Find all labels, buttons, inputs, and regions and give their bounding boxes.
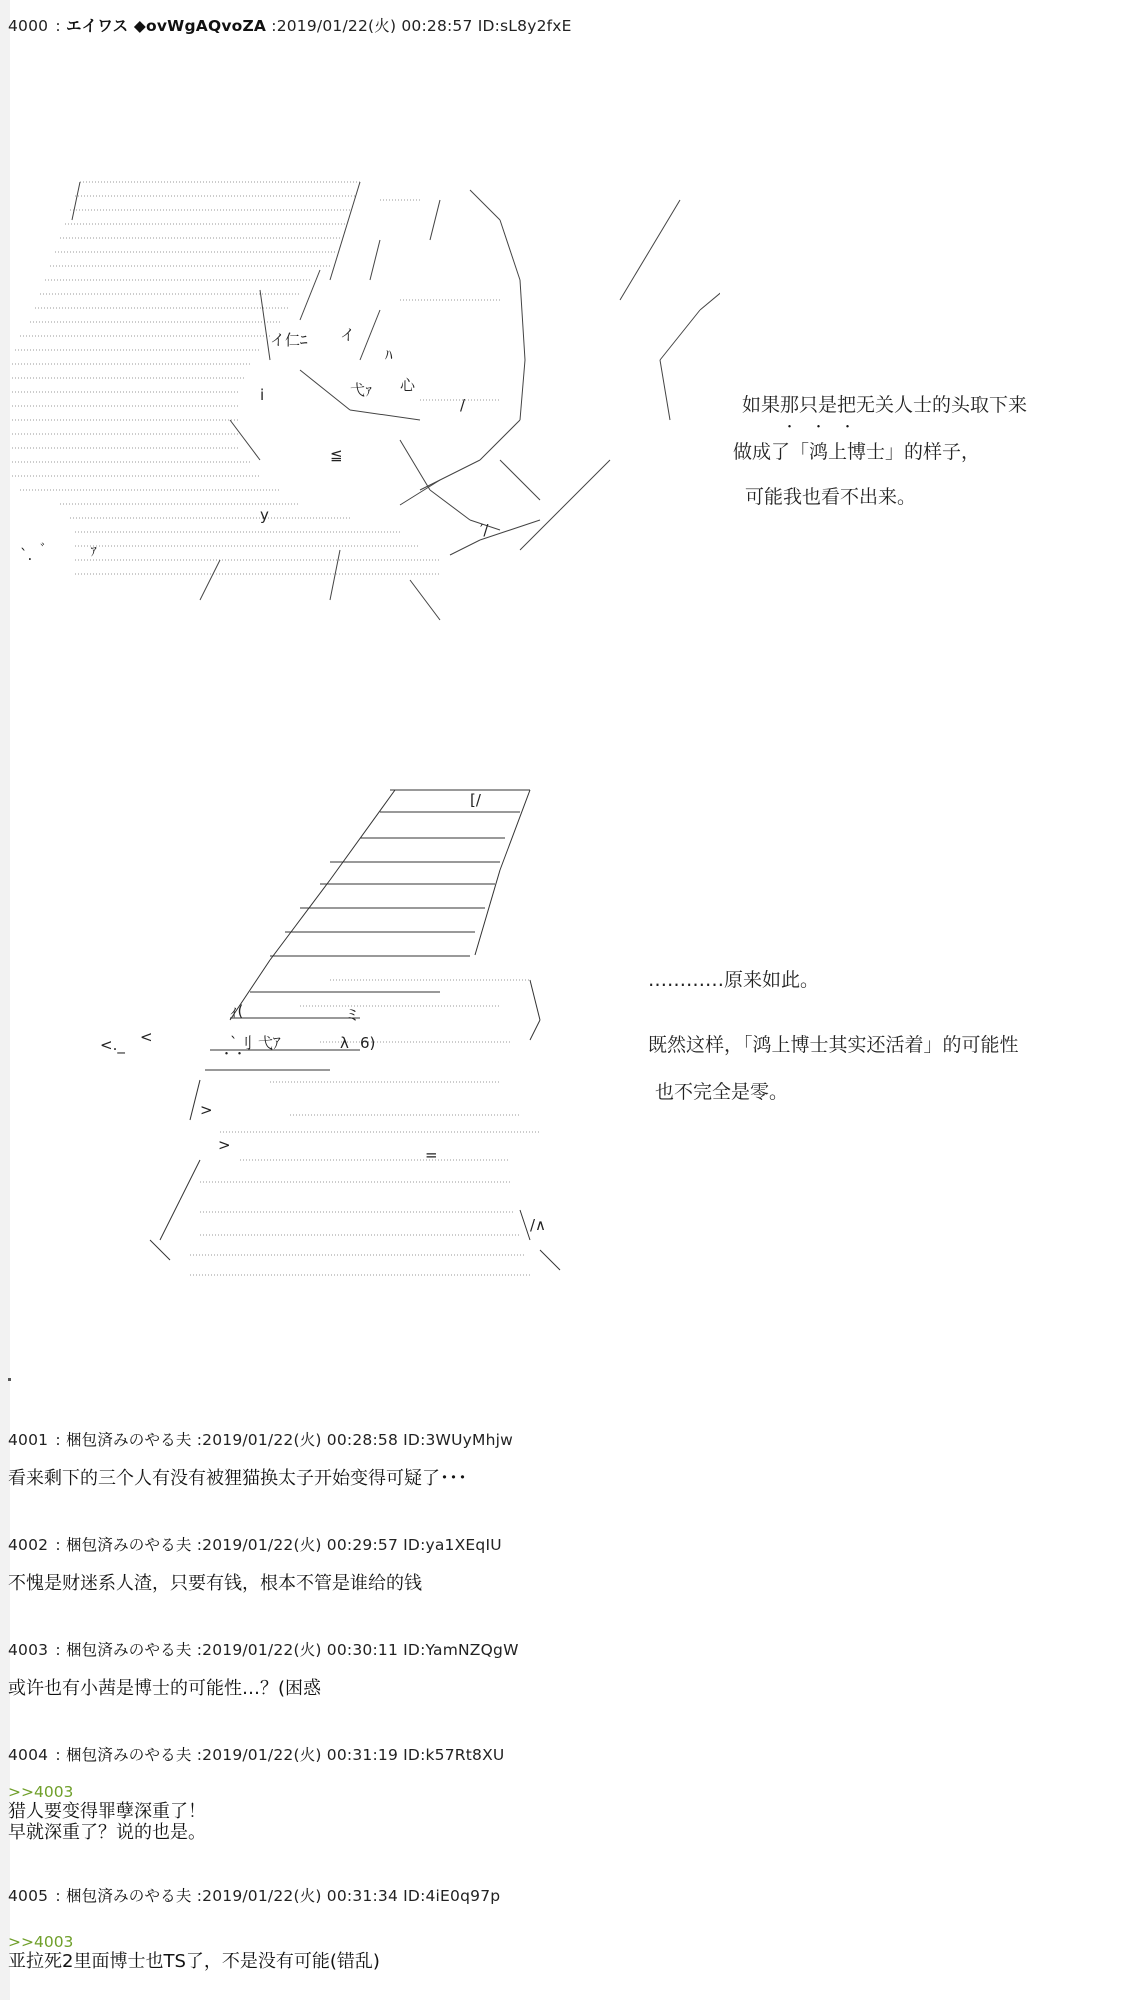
post-text-line: 猎人要变得罪孽深重了！ — [8, 1801, 206, 1822]
post-author[interactable]: エイワス ◆ovWgAQvoZA — [65, 17, 267, 35]
post-header-4002 — [8, 1533, 502, 1555]
svg-text:ﾞ: ﾞ — [40, 541, 48, 559]
svg-text:=: = — [425, 1146, 438, 1164]
post-number: 4000 — [8, 17, 49, 35]
svg-text:λ: λ — [340, 1034, 349, 1052]
post-number: 4005 — [8, 1887, 49, 1905]
svg-text:`.: `. — [20, 546, 33, 564]
svg-text:/∧: /∧ — [530, 1216, 547, 1234]
post-header-4004 — [8, 1743, 504, 1765]
post-id[interactable]: ID:ya1XEqIU — [403, 1536, 502, 1554]
dialogue-line: 如果那只是把无关人士的头取下来 — [742, 394, 1028, 416]
svg-text:弋ｱ: 弋ｱ — [258, 1034, 281, 1052]
post-author[interactable]: 梱包済みのやる夫 — [65, 1431, 192, 1449]
post-datetime: :2019/01/22(火) 00:29:57 — [196, 1536, 399, 1554]
svg-text:イ仁ﾆ: イ仁ﾆ — [270, 331, 308, 349]
post-datetime: :2019/01/22(火) 00:28:58 — [196, 1431, 399, 1449]
post-body-4005 — [8, 1933, 1108, 1972]
post-body-4004 — [8, 1783, 1108, 1843]
post-author[interactable]: 梱包済みのやる夫 — [65, 1641, 192, 1659]
svg-text:y: y — [260, 506, 269, 524]
post-text-line: 早就深重了？说的也是。 — [8, 1822, 206, 1843]
svg-text:6): 6) — [360, 1034, 376, 1052]
post-text-line: 或许也有小茜是博士的可能性…？(困惑 — [8, 1678, 322, 1699]
post-author[interactable]: 梱包済みのやる夫 — [65, 1536, 192, 1554]
post-number: 4001 — [8, 1431, 49, 1449]
post-text-line: 亚拉死2里面博士也TS了，不是没有可能(错乱) — [8, 1951, 380, 1972]
dialogue-line: 可能我也看不出来。 — [745, 486, 917, 508]
reply-anchor-link[interactable]: >>4003 — [8, 1783, 74, 1801]
svg-text:ｧ: ｧ — [90, 541, 98, 559]
post-datetime: :2019/01/22(火) 00:28:57 — [271, 17, 473, 35]
post-id[interactable]: ID:k57Rt8XU — [403, 1746, 505, 1764]
dialogue-line: 做成了「鸿上博士」的样子， — [733, 441, 981, 463]
post-text-line: 不愧是财迷系人渣，只要有钱，根本不管是谁给的钱 — [8, 1573, 422, 1594]
post-header-4000 — [8, 14, 572, 36]
post-separator: : — [55, 1536, 61, 1554]
post-id[interactable]: ID:4iE0q97p — [403, 1887, 501, 1905]
svg-text:<: < — [140, 1028, 153, 1046]
post-body-4003 — [8, 1678, 1108, 1699]
post-number: 4004 — [8, 1746, 49, 1764]
post-header-4001 — [8, 1428, 513, 1450]
svg-text:≦: ≦ — [330, 446, 343, 464]
svg-text:[/: [/ — [470, 791, 481, 809]
post-number: 4003 — [8, 1641, 49, 1659]
svg-text:>: > — [200, 1101, 213, 1119]
post-datetime: :2019/01/22(火) 00:31:19 — [196, 1746, 399, 1764]
post-header-4003 — [8, 1638, 519, 1660]
svg-text:弋ｧ: 弋ｧ — [350, 381, 373, 399]
svg-text:・・: ・・ — [220, 1047, 247, 1062]
edge-mark — [8, 1378, 11, 1381]
post-id[interactable]: ID:sL8y2fxE — [477, 17, 572, 35]
svg-text:ｨ(: ｨ( — [230, 1002, 244, 1020]
ascii-art-panel-2 — [0, 780, 640, 1280]
ascii-art-panel-1 — [0, 160, 720, 640]
post-separator: : — [55, 17, 61, 35]
post-body-4002 — [8, 1573, 1108, 1594]
post-separator: : — [55, 1641, 61, 1659]
svg-text:ミ: ミ — [345, 1006, 361, 1024]
svg-text:<._: <._ — [100, 1036, 125, 1054]
emphasis-dots: ・・・ — [783, 420, 871, 435]
svg-text:/: / — [460, 396, 466, 414]
svg-text:>: > — [218, 1136, 231, 1154]
post-separator: : — [55, 1746, 61, 1764]
dialogue-line: …………原来如此。 — [648, 969, 820, 991]
post-datetime: :2019/01/22(火) 00:30:11 — [196, 1641, 399, 1659]
post-separator: : — [55, 1431, 61, 1449]
post-author[interactable]: 梱包済みのやる夫 — [65, 1746, 192, 1764]
svg-text:′/: ′/ — [480, 521, 489, 539]
ascii-art-figure-2 — [0, 780, 640, 1280]
post-number: 4002 — [8, 1536, 49, 1554]
svg-text:`刂: `刂 — [230, 1034, 253, 1052]
reply-anchor-link[interactable]: >>4003 — [8, 1933, 74, 1951]
svg-text:i: i — [260, 386, 265, 404]
dialogue-line: 也不完全是零。 — [655, 1081, 789, 1103]
post-body-4001 — [8, 1468, 1108, 1489]
dialogue-line: 既然这样，「鸿上博士其实还活着」的可能性 — [648, 1034, 1019, 1056]
post-datetime: :2019/01/22(火) 00:31:34 — [196, 1887, 399, 1905]
post-author[interactable]: 梱包済みのやる夫 — [65, 1887, 192, 1905]
ascii-art-figure-1 — [0, 160, 720, 640]
post-id[interactable]: ID:3WUyMhjw — [403, 1431, 513, 1449]
post-text-line: 看来剩下的三个人有没有被狸猫换太子开始变得可疑了･･･ — [8, 1468, 467, 1489]
post-separator: : — [55, 1887, 61, 1905]
svg-text:ﾊ: ﾊ — [385, 346, 393, 364]
svg-text:心: 心 — [400, 376, 416, 394]
svg-text:イ: イ — [340, 326, 356, 344]
post-header-4005 — [8, 1884, 500, 1906]
post-id[interactable]: ID:YamNZQgW — [403, 1641, 519, 1659]
